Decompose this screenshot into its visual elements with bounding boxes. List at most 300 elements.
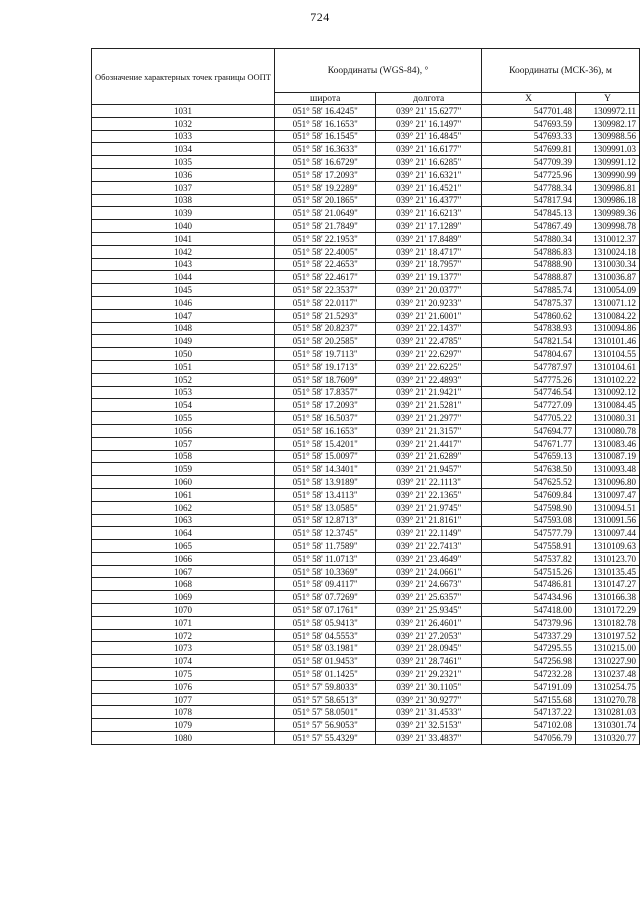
latitude-cell: 051° 58' 16.5037" <box>274 412 375 425</box>
longitude-cell: 039° 21' 16.4377" <box>376 194 482 207</box>
y-coordinate-cell: 1310135.45 <box>576 565 640 578</box>
point-id-cell: 1055 <box>92 412 275 425</box>
longitude-cell: 039° 21' 25.6357" <box>376 591 482 604</box>
x-coordinate-cell: 547515.26 <box>482 565 576 578</box>
x-coordinate-cell: 547746.54 <box>482 386 576 399</box>
point-id-cell: 1061 <box>92 488 275 501</box>
longitude-cell: 039° 21' 16.4845" <box>376 130 482 143</box>
point-id-cell: 1071 <box>92 616 275 629</box>
table-row <box>92 348 640 361</box>
longitude-cell: 039° 21' 16.1497" <box>376 117 482 130</box>
x-coordinate-cell: 547102.08 <box>482 719 576 732</box>
x-header: X <box>482 93 576 105</box>
table-row <box>92 437 640 450</box>
latitude-cell: 051° 58' 07.7269" <box>274 591 375 604</box>
latitude-cell: 051° 58' 16.3633" <box>274 143 375 156</box>
longitude-cell: 039° 21' 21.8161" <box>376 514 482 527</box>
table-row <box>92 284 640 297</box>
point-id-cell: 1051 <box>92 360 275 373</box>
longitude-cell: 039° 21' 28.0945" <box>376 642 482 655</box>
x-coordinate-cell: 547880.34 <box>482 232 576 245</box>
point-id-cell: 1057 <box>92 437 275 450</box>
latitude-cell: 051° 58' 13.9189" <box>274 476 375 489</box>
longitude-cell: 039° 21' 21.2977" <box>376 412 482 425</box>
point-id-cell: 1049 <box>92 335 275 348</box>
x-coordinate-cell: 547845.13 <box>482 207 576 220</box>
longitude-cell: 039° 21' 21.5281" <box>376 399 482 412</box>
table-row <box>92 732 640 745</box>
y-coordinate-cell: 1310123.70 <box>576 552 640 565</box>
y-coordinate-cell: 1310030.34 <box>576 258 640 271</box>
point-id-cell: 1047 <box>92 309 275 322</box>
y-coordinate-cell: 1310087.19 <box>576 450 640 463</box>
table-row <box>92 296 640 309</box>
latitude-cell: 051° 58' 19.2289" <box>274 181 375 194</box>
point-id-cell: 1077 <box>92 693 275 706</box>
table-row <box>92 668 640 681</box>
latitude-cell: 051° 58' 20.2585" <box>274 335 375 348</box>
y-coordinate-cell: 1310237.48 <box>576 668 640 681</box>
point-id-cell: 1052 <box>92 373 275 386</box>
x-coordinate-cell: 547295.55 <box>482 642 576 655</box>
table-row <box>92 527 640 540</box>
y-coordinate-cell: 1310071.12 <box>576 296 640 309</box>
x-coordinate-cell: 547191.09 <box>482 680 576 693</box>
point-id-cell: 1058 <box>92 450 275 463</box>
y-coordinate-cell: 1310097.47 <box>576 488 640 501</box>
y-coordinate-cell: 1309989.36 <box>576 207 640 220</box>
point-id-cell: 1045 <box>92 284 275 297</box>
y-coordinate-cell: 1310147.27 <box>576 578 640 591</box>
table-row <box>92 540 640 553</box>
y-coordinate-cell: 1310093.48 <box>576 463 640 476</box>
latitude-cell: 051° 58' 22.1953" <box>274 232 375 245</box>
x-coordinate-cell: 547860.62 <box>482 309 576 322</box>
latitude-cell: 051° 58' 16.4245" <box>274 105 375 118</box>
x-coordinate-cell: 547056.79 <box>482 732 576 745</box>
table-row <box>92 680 640 693</box>
point-id-cell: 1035 <box>92 156 275 169</box>
longitude-cell: 039° 21' 25.9345" <box>376 604 482 617</box>
x-coordinate-cell: 547886.83 <box>482 245 576 258</box>
table-row <box>92 642 640 655</box>
point-id-cell: 1074 <box>92 655 275 668</box>
point-id-cell: 1046 <box>92 296 275 309</box>
latitude-cell: 051° 58' 11.0713" <box>274 552 375 565</box>
x-coordinate-cell: 547804.67 <box>482 348 576 361</box>
latitude-cell: 051° 58' 03.1981" <box>274 642 375 655</box>
x-coordinate-cell: 547888.90 <box>482 258 576 271</box>
table-row <box>92 655 640 668</box>
x-coordinate-cell: 547593.08 <box>482 514 576 527</box>
table-row <box>92 156 640 169</box>
longitude-cell: 039° 21' 21.6001" <box>376 309 482 322</box>
x-coordinate-cell: 547486.81 <box>482 578 576 591</box>
y-coordinate-cell: 1310080.78 <box>576 424 640 437</box>
latitude-cell: 051° 58' 22.4005" <box>274 245 375 258</box>
point-id-cell: 1080 <box>92 732 275 745</box>
y-coordinate-cell: 1310094.51 <box>576 501 640 514</box>
longitude-cell: 039° 21' 18.7957" <box>376 258 482 271</box>
latitude-cell: 051° 57' 55.4329" <box>274 732 375 745</box>
y-header: Y <box>576 93 640 105</box>
point-id-cell: 1067 <box>92 565 275 578</box>
y-coordinate-cell: 1310097.44 <box>576 527 640 540</box>
y-coordinate-cell: 1310281.03 <box>576 706 640 719</box>
point-id-cell: 1048 <box>92 322 275 335</box>
table-row <box>92 706 640 719</box>
table-row <box>92 604 640 617</box>
y-coordinate-cell: 1310104.55 <box>576 348 640 361</box>
latitude-cell: 051° 58' 05.9413" <box>274 616 375 629</box>
table-row <box>92 616 640 629</box>
y-coordinate-cell: 1309986.18 <box>576 194 640 207</box>
table-row <box>92 463 640 476</box>
longitude-cell: 039° 21' 16.6321" <box>376 168 482 181</box>
x-coordinate-cell: 547701.48 <box>482 105 576 118</box>
x-coordinate-cell: 547256.98 <box>482 655 576 668</box>
x-coordinate-cell: 547838.93 <box>482 322 576 335</box>
latitude-cell: 051° 58' 21.5293" <box>274 309 375 322</box>
y-coordinate-cell: 1310096.80 <box>576 476 640 489</box>
table-row <box>92 373 640 386</box>
x-coordinate-cell: 547709.39 <box>482 156 576 169</box>
latitude-header: широта <box>274 93 375 105</box>
table-row <box>92 693 640 706</box>
latitude-cell: 051° 58' 16.1653" <box>274 424 375 437</box>
y-coordinate-cell: 1310109.63 <box>576 540 640 553</box>
point-id-cell: 1054 <box>92 399 275 412</box>
longitude-cell: 039° 21' 18.4717" <box>376 245 482 258</box>
point-column-header: Обозначение характерных точек границы ООПТ <box>92 49 275 105</box>
table-row <box>92 360 640 373</box>
msk36-group-header: Координаты (МСК-36), м <box>482 49 640 93</box>
x-coordinate-cell: 547699.81 <box>482 143 576 156</box>
y-coordinate-cell: 1310091.56 <box>576 514 640 527</box>
point-id-cell: 1036 <box>92 168 275 181</box>
longitude-cell: 039° 21' 21.4417" <box>376 437 482 450</box>
latitude-cell: 051° 58' 07.1761" <box>274 604 375 617</box>
latitude-cell: 051° 58' 21.0649" <box>274 207 375 220</box>
point-id-cell: 1043 <box>92 258 275 271</box>
x-coordinate-cell: 547693.33 <box>482 130 576 143</box>
x-coordinate-cell: 547418.00 <box>482 604 576 617</box>
point-id-cell: 1063 <box>92 514 275 527</box>
point-id-cell: 1042 <box>92 245 275 258</box>
y-coordinate-cell: 1310083.46 <box>576 437 640 450</box>
x-coordinate-cell: 547775.26 <box>482 373 576 386</box>
x-coordinate-cell: 547725.96 <box>482 168 576 181</box>
x-coordinate-cell: 547558.91 <box>482 540 576 553</box>
latitude-cell: 051° 58' 22.4617" <box>274 271 375 284</box>
x-coordinate-cell: 547598.90 <box>482 501 576 514</box>
y-coordinate-cell: 1309991.03 <box>576 143 640 156</box>
table-row <box>92 168 640 181</box>
longitude-cell: 039° 21' 24.6673" <box>376 578 482 591</box>
point-id-cell: 1037 <box>92 181 275 194</box>
longitude-cell: 039° 21' 28.7461" <box>376 655 482 668</box>
longitude-cell: 039° 21' 21.3157" <box>376 424 482 437</box>
point-id-cell: 1068 <box>92 578 275 591</box>
y-coordinate-cell: 1310084.45 <box>576 399 640 412</box>
y-coordinate-cell: 1310054.09 <box>576 284 640 297</box>
y-coordinate-cell: 1310301.74 <box>576 719 640 732</box>
x-coordinate-cell: 547337.29 <box>482 629 576 642</box>
point-id-cell: 1031 <box>92 105 275 118</box>
longitude-cell: 039° 21' 21.9421" <box>376 386 482 399</box>
latitude-cell: 051° 58' 15.4201" <box>274 437 375 450</box>
longitude-cell: 039° 21' 30.1105" <box>376 680 482 693</box>
latitude-cell: 051° 58' 01.9453" <box>274 655 375 668</box>
point-id-cell: 1034 <box>92 143 275 156</box>
table-row <box>92 309 640 322</box>
table-row <box>92 514 640 527</box>
x-coordinate-cell: 547817.94 <box>482 194 576 207</box>
y-coordinate-cell: 1310215.00 <box>576 642 640 655</box>
y-coordinate-cell: 1310084.22 <box>576 309 640 322</box>
point-id-cell: 1059 <box>92 463 275 476</box>
latitude-cell: 051° 58' 15.0097" <box>274 450 375 463</box>
point-id-cell: 1079 <box>92 719 275 732</box>
point-id-cell: 1072 <box>92 629 275 642</box>
x-coordinate-cell: 547137.22 <box>482 706 576 719</box>
longitude-cell: 039° 21' 22.1365" <box>376 488 482 501</box>
table-row <box>92 181 640 194</box>
table-row <box>92 232 640 245</box>
x-coordinate-cell: 547671.77 <box>482 437 576 450</box>
y-coordinate-cell: 1309988.56 <box>576 130 640 143</box>
y-coordinate-cell: 1310182.78 <box>576 616 640 629</box>
y-coordinate-cell: 1309998.78 <box>576 220 640 233</box>
table-row <box>92 591 640 604</box>
longitude-cell: 039° 21' 21.9457" <box>376 463 482 476</box>
longitude-cell: 039° 21' 20.0377" <box>376 284 482 297</box>
table-row <box>92 194 640 207</box>
x-coordinate-cell: 547885.74 <box>482 284 576 297</box>
table-row <box>92 565 640 578</box>
point-id-cell: 1039 <box>92 207 275 220</box>
latitude-cell: 051° 58' 14.3401" <box>274 463 375 476</box>
latitude-cell: 051° 58' 17.8357" <box>274 386 375 399</box>
table-row <box>92 335 640 348</box>
x-coordinate-cell: 547787.97 <box>482 360 576 373</box>
y-coordinate-cell: 1310024.18 <box>576 245 640 258</box>
table-row <box>92 412 640 425</box>
latitude-cell: 051° 58' 16.6729" <box>274 156 375 169</box>
longitude-cell: 039° 21' 16.6177" <box>376 143 482 156</box>
table-row <box>92 245 640 258</box>
longitude-cell: 039° 21' 17.8489" <box>376 232 482 245</box>
point-id-cell: 1064 <box>92 527 275 540</box>
latitude-cell: 051° 57' 58.0501" <box>274 706 375 719</box>
longitude-cell: 039° 21' 33.4837" <box>376 732 482 745</box>
longitude-cell: 039° 21' 27.2053" <box>376 629 482 642</box>
point-id-cell: 1038 <box>92 194 275 207</box>
longitude-cell: 039° 21' 23.4649" <box>376 552 482 565</box>
longitude-cell: 039° 21' 22.1149" <box>376 527 482 540</box>
table-row <box>92 719 640 732</box>
point-id-cell: 1041 <box>92 232 275 245</box>
latitude-cell: 051° 58' 17.2093" <box>274 168 375 181</box>
table-row <box>92 501 640 514</box>
latitude-cell: 051° 58' 04.5553" <box>274 629 375 642</box>
latitude-cell: 051° 57' 58.6513" <box>274 693 375 706</box>
longitude-cell: 039° 21' 19.1377" <box>376 271 482 284</box>
longitude-cell: 039° 21' 21.6289" <box>376 450 482 463</box>
longitude-cell: 039° 21' 22.1437" <box>376 322 482 335</box>
point-id-cell: 1062 <box>92 501 275 514</box>
longitude-cell: 039° 21' 16.4521" <box>376 181 482 194</box>
table-row <box>92 130 640 143</box>
point-id-cell: 1070 <box>92 604 275 617</box>
y-coordinate-cell: 1310166.38 <box>576 591 640 604</box>
y-coordinate-cell: 1309986.81 <box>576 181 640 194</box>
x-coordinate-cell: 547625.52 <box>482 476 576 489</box>
x-coordinate-cell: 547705.22 <box>482 412 576 425</box>
latitude-cell: 051° 58' 13.4113" <box>274 488 375 501</box>
x-coordinate-cell: 547888.87 <box>482 271 576 284</box>
longitude-cell: 039° 21' 22.4893" <box>376 373 482 386</box>
point-id-cell: 1060 <box>92 476 275 489</box>
x-coordinate-cell: 547638.50 <box>482 463 576 476</box>
table-row <box>92 399 640 412</box>
table-row <box>92 117 640 130</box>
latitude-cell: 051° 58' 16.1653" <box>274 117 375 130</box>
x-coordinate-cell: 547788.34 <box>482 181 576 194</box>
x-coordinate-cell: 547232.28 <box>482 668 576 681</box>
x-coordinate-cell: 547727.09 <box>482 399 576 412</box>
y-coordinate-cell: 1310080.31 <box>576 412 640 425</box>
table-row <box>92 220 640 233</box>
y-coordinate-cell: 1310092.12 <box>576 386 640 399</box>
x-coordinate-cell: 547155.68 <box>482 693 576 706</box>
y-coordinate-cell: 1309991.12 <box>576 156 640 169</box>
point-id-cell: 1032 <box>92 117 275 130</box>
y-coordinate-cell: 1309990.99 <box>576 168 640 181</box>
latitude-cell: 051° 58' 22.0117" <box>274 296 375 309</box>
table-row <box>92 271 640 284</box>
longitude-cell: 039° 21' 29.2321" <box>376 668 482 681</box>
latitude-cell: 051° 58' 19.1713" <box>274 360 375 373</box>
latitude-cell: 051° 58' 20.8237" <box>274 322 375 335</box>
x-coordinate-cell: 547694.77 <box>482 424 576 437</box>
y-coordinate-cell: 1309982.17 <box>576 117 640 130</box>
longitude-cell: 039° 21' 22.7413" <box>376 540 482 553</box>
longitude-cell: 039° 21' 16.6285" <box>376 156 482 169</box>
latitude-cell: 051° 58' 22.4653" <box>274 258 375 271</box>
point-id-cell: 1076 <box>92 680 275 693</box>
x-coordinate-cell: 547379.96 <box>482 616 576 629</box>
latitude-cell: 051° 57' 56.9053" <box>274 719 375 732</box>
latitude-cell: 051° 57' 59.8033" <box>274 680 375 693</box>
longitude-cell: 039° 21' 20.9233" <box>376 296 482 309</box>
point-id-cell: 1033 <box>92 130 275 143</box>
x-coordinate-cell: 547875.37 <box>482 296 576 309</box>
y-coordinate-cell: 1310197.52 <box>576 629 640 642</box>
table-row <box>92 629 640 642</box>
y-coordinate-cell: 1310102.22 <box>576 373 640 386</box>
longitude-cell: 039° 21' 30.9277" <box>376 693 482 706</box>
y-coordinate-cell: 1309972.11 <box>576 105 640 118</box>
x-coordinate-cell: 547609.84 <box>482 488 576 501</box>
table-row <box>92 386 640 399</box>
point-id-cell: 1050 <box>92 348 275 361</box>
point-id-cell: 1056 <box>92 424 275 437</box>
x-coordinate-cell: 547867.49 <box>482 220 576 233</box>
y-coordinate-cell: 1310094.86 <box>576 322 640 335</box>
table-row <box>92 578 640 591</box>
table-row <box>92 207 640 220</box>
point-id-cell: 1065 <box>92 540 275 553</box>
latitude-cell: 051° 58' 17.2093" <box>274 399 375 412</box>
wgs84-group-header: Координаты (WGS-84), ° <box>274 49 481 93</box>
x-coordinate-cell: 547693.59 <box>482 117 576 130</box>
y-coordinate-cell: 1310104.61 <box>576 360 640 373</box>
table-row <box>92 450 640 463</box>
longitude-cell: 039° 21' 32.5153" <box>376 719 482 732</box>
latitude-cell: 051° 58' 22.3537" <box>274 284 375 297</box>
x-coordinate-cell: 547577.79 <box>482 527 576 540</box>
table-row <box>92 105 640 118</box>
y-coordinate-cell: 1310227.90 <box>576 655 640 668</box>
longitude-cell: 039° 21' 22.1113" <box>376 476 482 489</box>
y-coordinate-cell: 1310172.29 <box>576 604 640 617</box>
longitude-cell: 039° 21' 17.1289" <box>376 220 482 233</box>
point-id-cell: 1040 <box>92 220 275 233</box>
latitude-cell: 051° 58' 12.8713" <box>274 514 375 527</box>
point-id-cell: 1078 <box>92 706 275 719</box>
table-row <box>92 258 640 271</box>
table-row <box>92 552 640 565</box>
longitude-cell: 039° 21' 22.6225" <box>376 360 482 373</box>
latitude-cell: 051° 58' 19.7113" <box>274 348 375 361</box>
point-id-cell: 1053 <box>92 386 275 399</box>
y-coordinate-cell: 1310254.75 <box>576 680 640 693</box>
table-row <box>92 476 640 489</box>
point-id-cell: 1073 <box>92 642 275 655</box>
point-id-cell: 1069 <box>92 591 275 604</box>
longitude-cell: 039° 21' 15.6277" <box>376 105 482 118</box>
longitude-cell: 039° 21' 22.6297" <box>376 348 482 361</box>
latitude-cell: 051° 58' 01.1425" <box>274 668 375 681</box>
table-row <box>92 322 640 335</box>
y-coordinate-cell: 1310036.87 <box>576 271 640 284</box>
point-id-cell: 1044 <box>92 271 275 284</box>
latitude-cell: 051° 58' 13.0585" <box>274 501 375 514</box>
point-id-cell: 1066 <box>92 552 275 565</box>
latitude-cell: 051° 58' 20.1865" <box>274 194 375 207</box>
latitude-cell: 051° 58' 16.1545" <box>274 130 375 143</box>
table-row <box>92 488 640 501</box>
longitude-cell: 039° 21' 31.4533" <box>376 706 482 719</box>
latitude-cell: 051° 58' 11.7589" <box>274 540 375 553</box>
longitude-cell: 039° 21' 16.6213" <box>376 207 482 220</box>
longitude-cell: 039° 21' 26.4601" <box>376 616 482 629</box>
longitude-header: долгота <box>376 93 482 105</box>
latitude-cell: 051° 58' 18.7609" <box>274 373 375 386</box>
y-coordinate-cell: 1310101.46 <box>576 335 640 348</box>
table-row <box>92 143 640 156</box>
longitude-cell: 039° 21' 21.9745" <box>376 501 482 514</box>
table-body <box>92 105 640 745</box>
latitude-cell: 051° 58' 10.3369" <box>274 565 375 578</box>
y-coordinate-cell: 1310270.78 <box>576 693 640 706</box>
page-number: 724 <box>310 10 330 24</box>
x-coordinate-cell: 547434.96 <box>482 591 576 604</box>
longitude-cell: 039° 21' 22.4785" <box>376 335 482 348</box>
latitude-cell: 051° 58' 21.7849" <box>274 220 375 233</box>
x-coordinate-cell: 547537.82 <box>482 552 576 565</box>
